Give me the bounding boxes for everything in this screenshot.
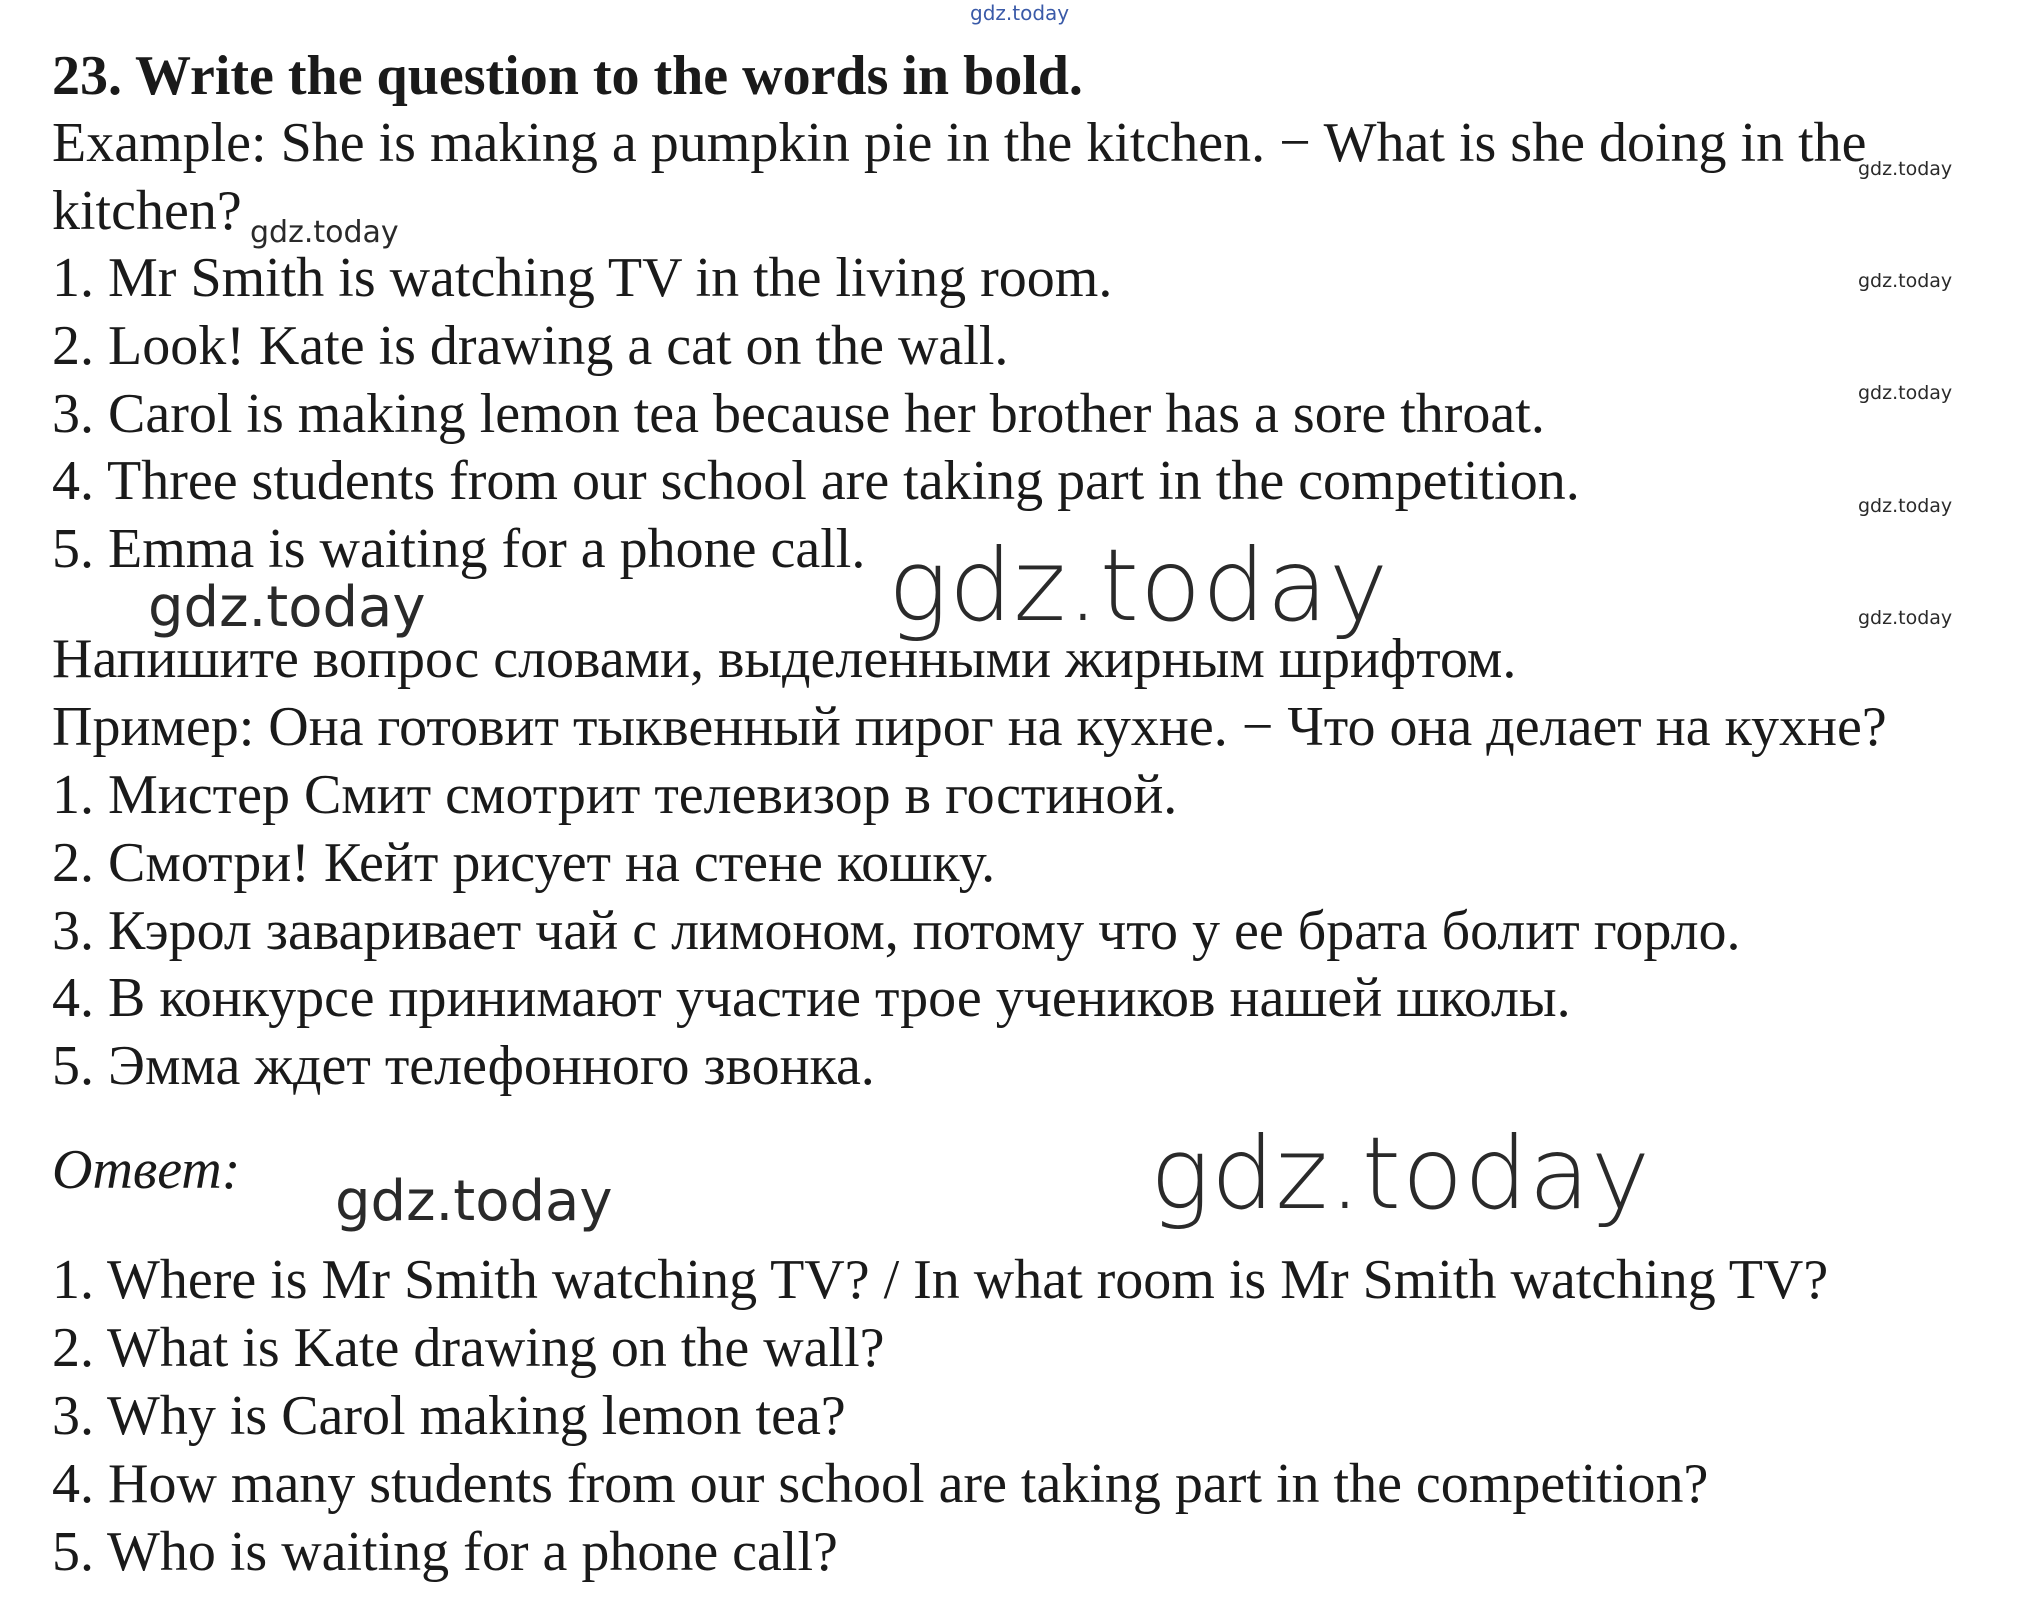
task-item-4: 4. Three students from our school are taking part in the competition. — [52, 450, 1580, 512]
task-title: 23. Write the question to the words in bold. — [52, 45, 1083, 107]
answer-item-3: 3. Why is Carol making lemon tea? — [52, 1385, 846, 1447]
watermark-mid-2: gdz.today — [335, 1169, 613, 1234]
translation-item-5: 5. Эмма ждет телефонного звонка. — [52, 1035, 875, 1097]
translation-title: Напишите вопрос словами, выделенными жирным шрифтом. — [52, 628, 1517, 690]
watermark-right-2: gdz.today — [1858, 270, 1953, 292]
translation-item-2: 2. Смотри! Кейт рисует на стене кошку. — [52, 832, 996, 894]
watermark-top: gdz.today — [970, 1, 1070, 25]
translation-item-1: 1. Мистер Смит смотрит телевизор в гостиной. — [52, 764, 1178, 826]
answer-item-1: 1. Where is Mr Smith watching TV? / In what room is Mr Smith watching TV? — [52, 1249, 1829, 1311]
watermark-mid-1: gdz.today — [148, 575, 426, 640]
answer-item-5: 5. Who is waiting for a phone call? — [52, 1521, 838, 1583]
translation-item-4: 4. В конкурсе принимают участие трое учеников нашей школы. — [52, 967, 1571, 1029]
watermark-big-2: gdz.today — [1150, 1115, 1652, 1232]
task-item-1: 1. Mr Smith is watching TV in the living room. — [52, 247, 1113, 309]
watermark-right-1: gdz.today — [1858, 158, 1953, 180]
watermark-right-4: gdz.today — [1858, 495, 1953, 517]
watermark-big-1: gdz.today — [888, 527, 1390, 644]
translation-example: Пример: Она готовит тыквенный пирог на кухне. − Что она делает на кухне? — [52, 696, 1887, 758]
watermark-right-3: gdz.today — [1858, 382, 1953, 404]
task-item-5: 5. Emma is waiting for a phone call. — [52, 518, 866, 580]
task-item-2: 2. Look! Kate is drawing a cat on the wall. — [52, 315, 1009, 377]
task-example-line-1: Example: She is making a pumpkin pie in the kitchen. − What is she doing in the — [52, 112, 1867, 174]
watermark-right-5: gdz.today — [1858, 607, 1953, 629]
answer-heading: Ответ: — [52, 1139, 241, 1201]
task-item-3: 3. Carol is making lemon tea because her brother has a sore throat. — [52, 383, 1545, 445]
watermark-small-1: gdz.today — [250, 215, 399, 250]
task-example-line-2: kitchen? — [52, 180, 242, 242]
answer-item-2: 2. What is Kate drawing on the wall? — [52, 1317, 885, 1379]
answer-item-4: 4. How many students from our school are taking part in the competition? — [52, 1453, 1709, 1515]
translation-item-3: 3. Кэрол заваривает чай с лимоном, потому что у ее брата болит горло. — [52, 900, 1741, 962]
